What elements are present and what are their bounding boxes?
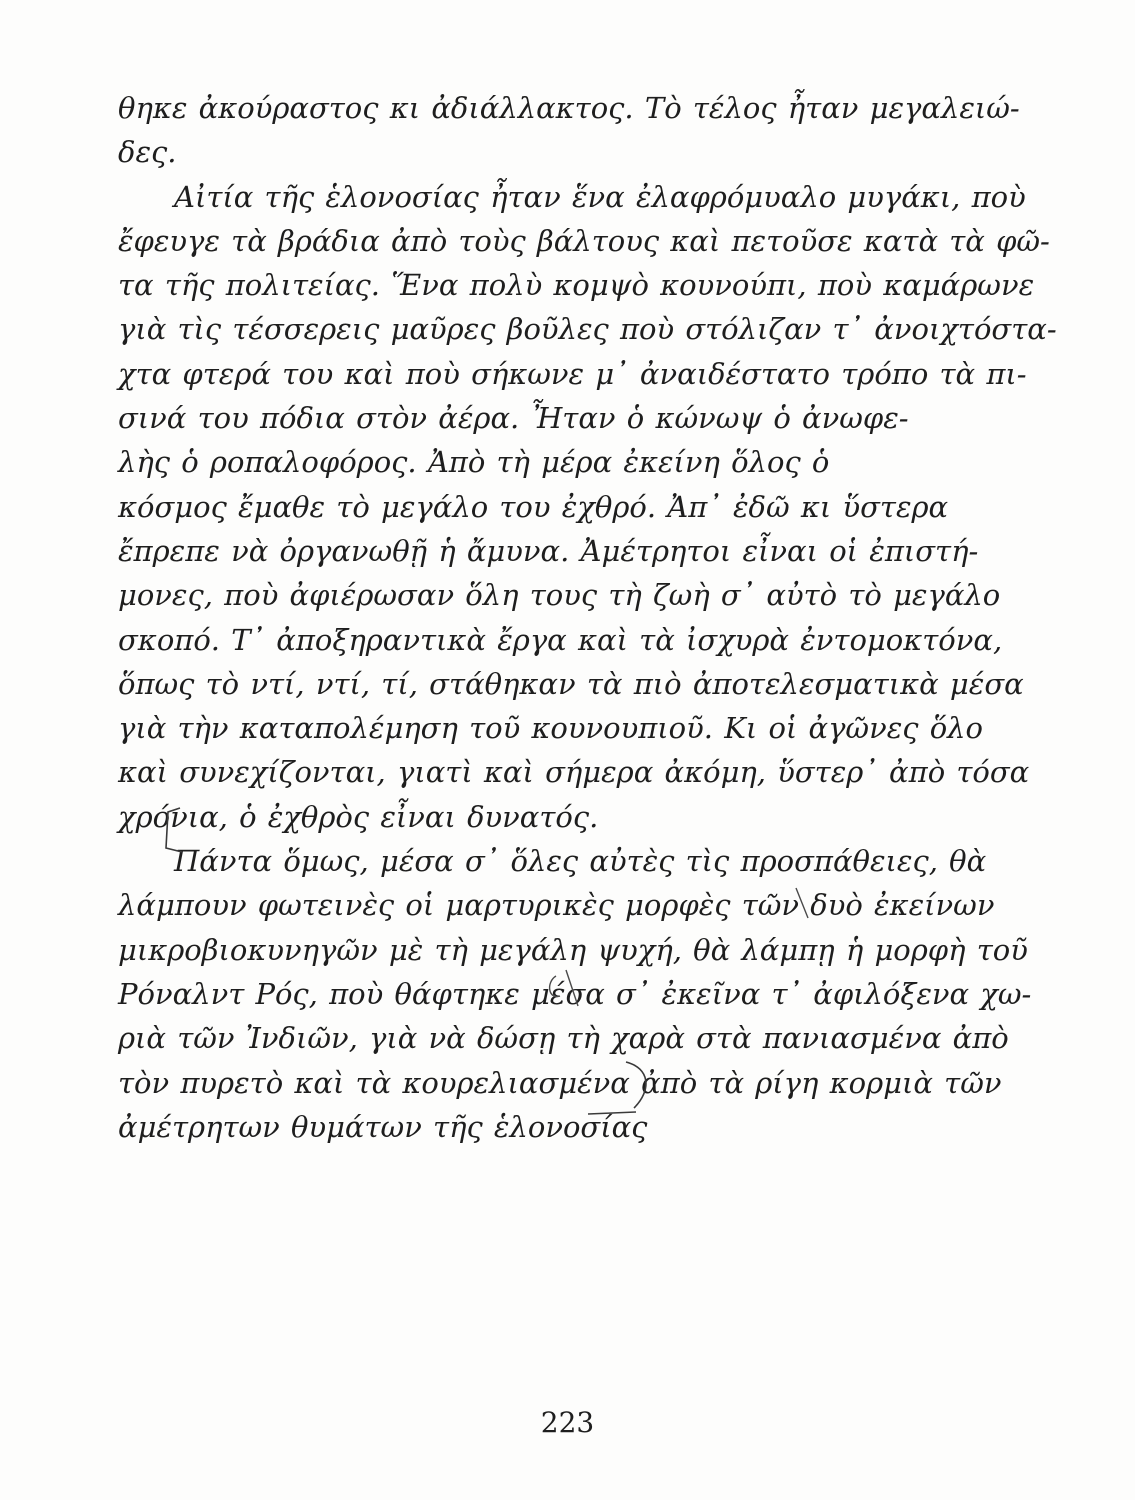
text-line: γιὰ τὶς τέσσερεις μαῦρες βοῦλες ποὺ στόλιζαν τ᾽ ἀνοιχτόστα- — [118, 312, 1057, 347]
text-line: τὸν πυρετὸ καὶ τὰ κουρελιασμένα ἀπὸ τὰ ρίγη κορμιὰ τῶν — [118, 1065, 1002, 1100]
text-line: ἔπρεπε νὰ ὀργανωθῇ ἡ ἄμυνα. Ἀμέτρητοι εἶναι οἱ ἐπιστή- — [118, 533, 979, 568]
page-number: 223 — [540, 1406, 595, 1439]
text-line: λὴς ὁ ροπαλοφόρος. Ἀπὸ τὴ μέρα ἐκείνη ὅλος ὁ — [118, 445, 830, 480]
text-line: τα τῆς πολιτείας. Ἕνα πολὺ κομψὸ κουνούπι, ποὺ καμάρωνε — [118, 268, 1035, 303]
text-line: χτα φτερά του καὶ ποὺ σήκωνε μ᾽ ἀναιδέστατο τρόπο τὰ πι- — [118, 356, 1027, 391]
text-line: μικροβιοκυνηγῶν μὲ τὴ μεγάλη ψυχή, θὰ λάμπῃ ἡ μορφὴ τοῦ — [118, 932, 1028, 967]
text-line: χρόνια, ὁ ἐχθρὸς εἶναι δυνατός. — [118, 799, 599, 834]
text-line: δες. — [118, 135, 177, 170]
text-line: γιὰ τὴν καταπολέμηση τοῦ κουνουπιοῦ. Κι οἱ ἀγῶνες ὅλο — [118, 711, 984, 746]
text-line: σινά του πόδια στὸν ἀέρα. Ἦταν ὁ κώνωψ ὁ ἀνωφε- — [118, 401, 909, 436]
text-line: κόσμος ἔμαθε τὸ μεγάλο του ἐχθρό. Ἀπ᾽ ἐδῶ κι ὕστερα — [118, 489, 949, 524]
paragraph-start-line: Πάντα ὅμως, μέσα σ᾽ ὅλες αὐτὲς τὶς προσπάθειες, θὰ — [174, 844, 987, 879]
text-line: λάμπουν φωτεινὲς οἱ μαρτυρικὲς μορφὲς τῶν δυὸ ἐκείνων — [118, 888, 995, 923]
text-line: καὶ συνεχίζονται, γιατὶ καὶ σήμερα ἀκόμη, ὕστερ᾽ ἀπὸ τόσα — [118, 755, 1030, 790]
paragraph-start-line: Αἰτία τῆς ἑλονοσίας ἦταν ἕνα ἐλαφρόμυαλο μυγάκι, ποὺ — [174, 179, 1026, 214]
text-line: ἀμέτρητων θυμάτων τῆς ἑλονοσίας — [118, 1109, 648, 1144]
text-line: σκοπό. Τ᾽ ἀποξηραντικὰ ἔργα καὶ τὰ ἰσχυρὰ ἐντομοκτόνα, — [118, 622, 1003, 657]
text-line: μονες, ποὺ ἀφιέρωσαν ὅλη τους τὴ ζωὴ σ᾽ αὐτὸ τὸ μεγάλο — [118, 578, 1001, 613]
text-line: ριὰ τῶν Ἰνδιῶν, γιὰ νὰ δώσῃ τὴ χαρὰ στὰ πανιασμένα ἀπὸ — [118, 1021, 1009, 1056]
body-text — [118, 86, 1057, 1149]
text-line: θηκε ἀκούραστος κι ἀδιάλλακτος. Τὸ τέλος ἦταν μεγαλειώ- — [118, 91, 1020, 125]
text-line: ὅπως τὸ ντί, ντί, τί, στάθηκαν τὰ πιὸ ἀποτελεσματικὰ μέσα — [118, 666, 1024, 701]
text-line: Ρόναλντ Ρός, ποὺ θάφτηκε μέσα σ᾽ ἐκεῖνα τ᾽ ἀφιλόξενα χω- — [118, 976, 1032, 1011]
text-line: ἔφευγε τὰ βράδια ἀπὸ τοὺς βάλτους καὶ πετοῦσε κατὰ τὰ φῶ- — [118, 223, 1050, 258]
